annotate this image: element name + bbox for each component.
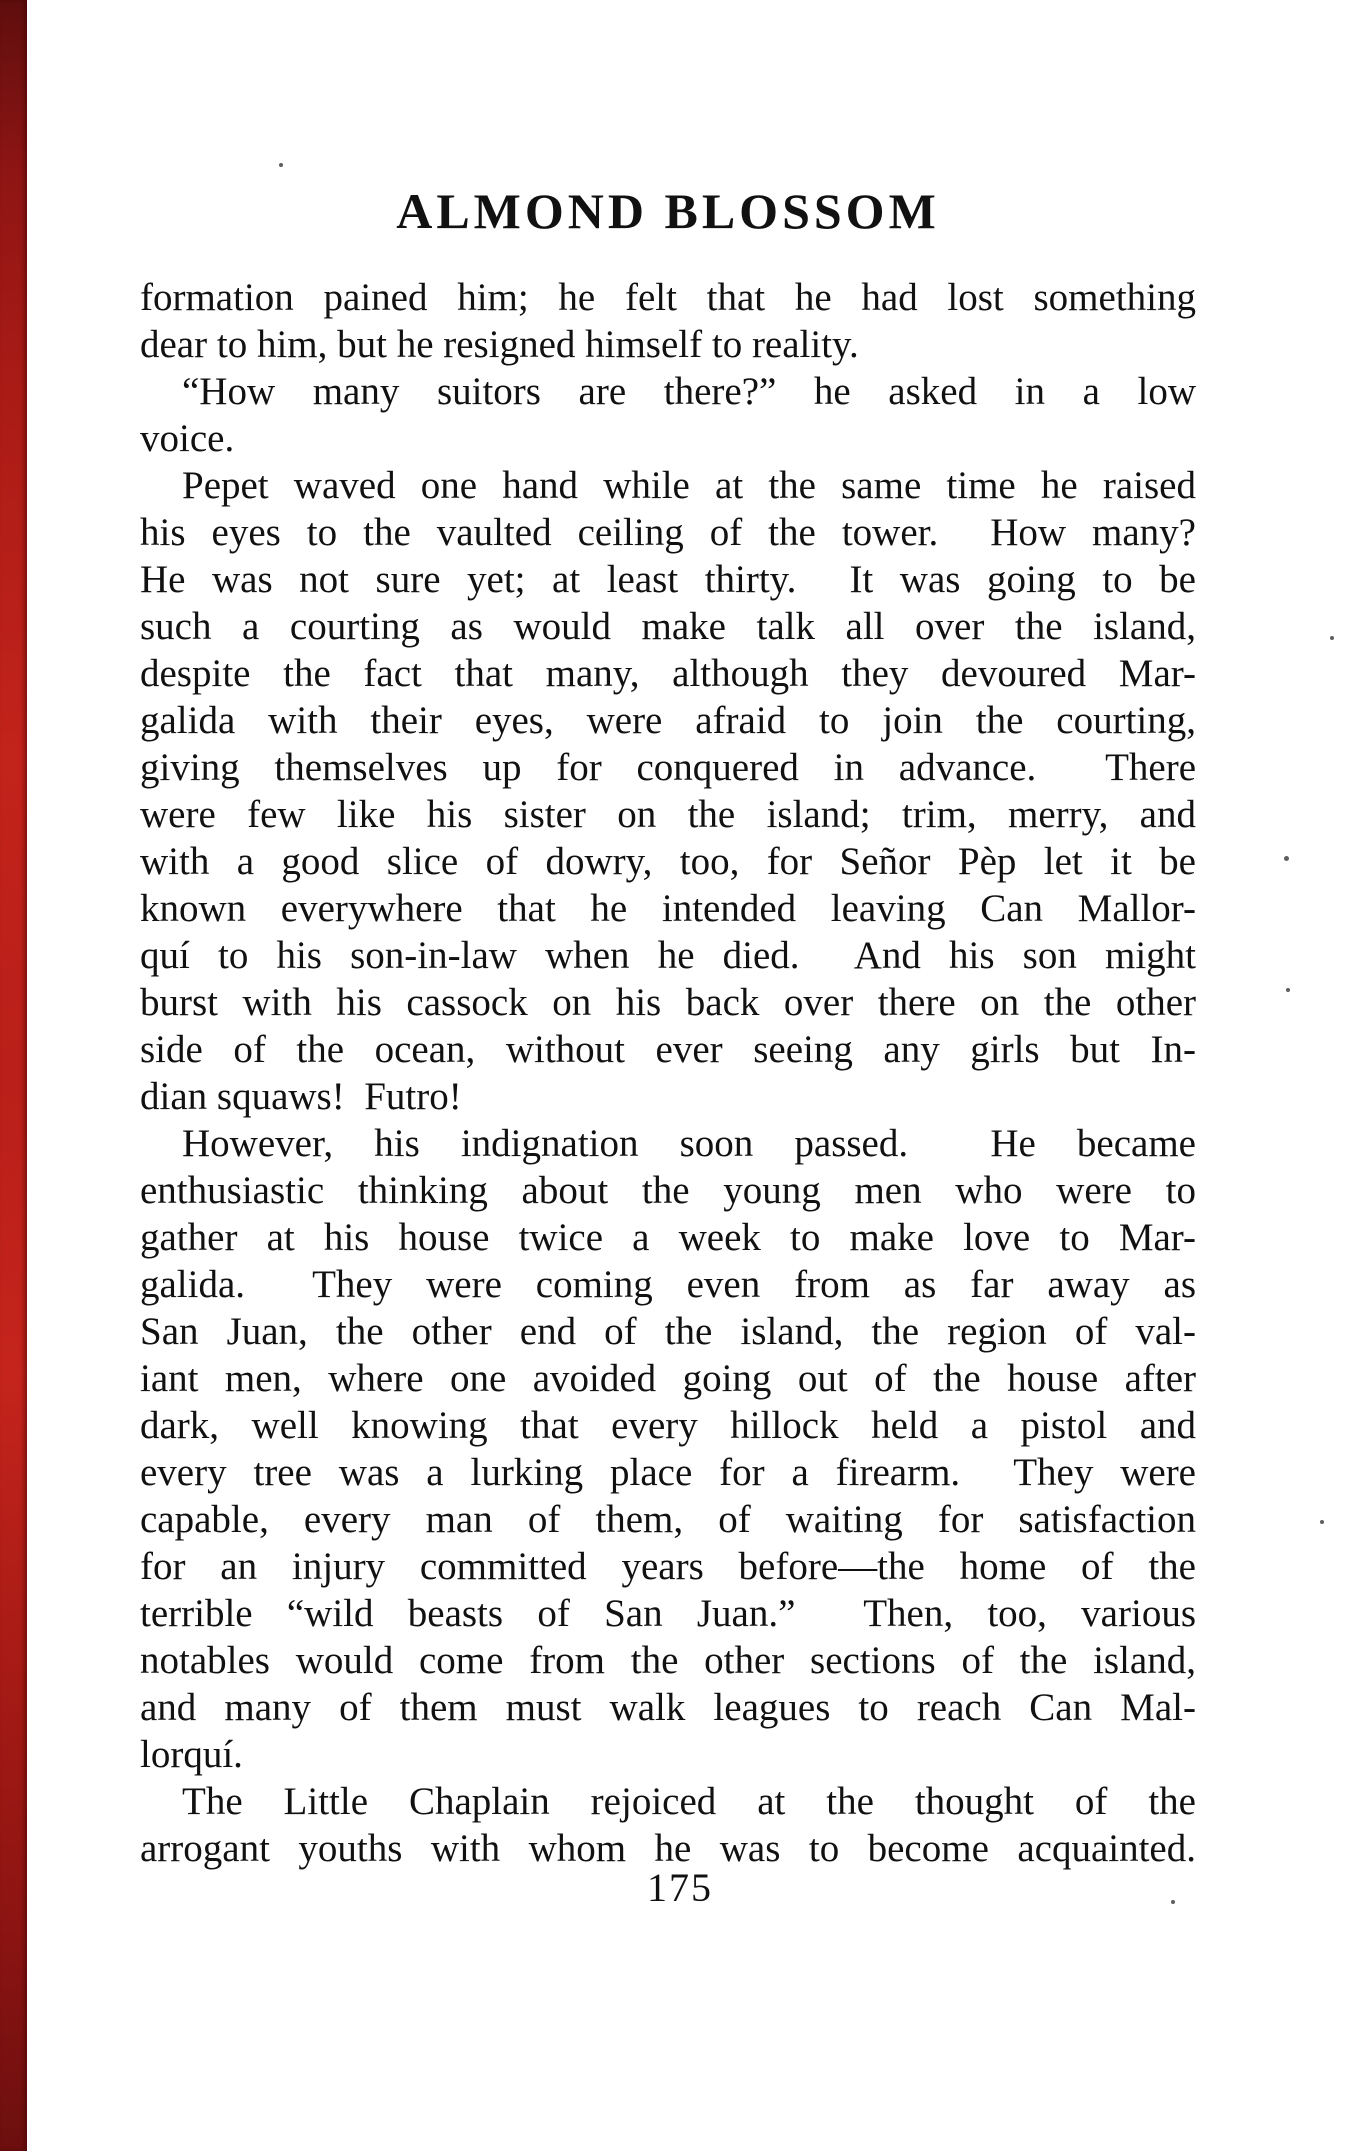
text-line: San Juan, the other end of the island, the region of val- [140,1310,1196,1353]
text-line: known everywhere that he intended leaving Can Mallor- [140,887,1196,930]
text-line: formation pained him; he felt that he had lost something [140,276,1196,319]
scan-speck [1330,636,1334,640]
scan-speck [1284,856,1289,861]
text-line: lorquí. [140,1733,243,1776]
text-line: He was not sure yet; at least thirty. It was going to be [140,558,1196,601]
text-line: dark, well knowing that every hillock held a pistol and [140,1404,1196,1447]
text-line: burst with his cassock on his back over there on the other [140,981,1196,1024]
scan-speck [1171,1900,1175,1904]
text-line: However, his indignation soon passed. He became [182,1122,1196,1165]
text-line: The Little Chaplain rejoiced at the thought of the [182,1780,1196,1823]
text-line: enthusiastic thinking about the young men who were to [140,1169,1196,1212]
text-line: notables would come from the other sections of the island, [140,1639,1196,1682]
scan-speck [1286,988,1290,992]
text-line: and many of them must walk leagues to reach Can Mal- [140,1686,1196,1729]
text-line: his eyes to the vaulted ceiling of the tower. How many? [140,511,1196,554]
text-line: galida with their eyes, were afraid to join the courting, [140,699,1196,742]
text-line: “How many suitors are there?” he asked in a low [182,370,1196,413]
text-line: every tree was a lurking place for a firearm. They were [140,1451,1196,1494]
text-line: galida. They were coming even from as far away as [140,1263,1196,1306]
text-line: giving themselves up for conquered in advance. There [140,746,1196,789]
text-line: arrogant youths with whom he was to become acquainted. [140,1827,1196,1870]
text-line: iant men, where one avoided going out of the house after [140,1357,1196,1400]
book-edge-strip [0,0,27,2151]
text-line: Pepet waved one hand while at the same time he raised [182,464,1196,507]
scan-speck [1320,1520,1324,1524]
text-line: dear to him, but he resigned himself to reality. [140,323,859,366]
page-title: ALMOND BLOSSOM [396,183,940,239]
scan-speck [279,163,283,167]
text-line: for an injury committed years before—the home of the [140,1545,1196,1588]
text-line: were few like his sister on the island; trim, merry, and [140,793,1196,836]
text-line: terrible “wild beasts of San Juan.” Then, too, various [140,1592,1196,1635]
body-text [140,274,1196,1872]
text-line: despite the fact that many, although they devoured Mar- [140,652,1196,695]
text-line: dian squaws! Futro! [140,1075,462,1118]
text-line: such a courting as would make talk all over the island, [140,605,1196,648]
page-number: 175 [647,1865,713,1910]
text-line: capable, every man of them, of waiting for satisfaction [140,1498,1196,1541]
text-line: quí to his son-in-law when he died. And his son might [140,934,1196,977]
text-line: voice. [140,417,235,460]
text-line: with a good slice of dowry, too, for Señor Pèp let it be [140,840,1196,883]
text-line: side of the ocean, without ever seeing any girls but In- [140,1028,1196,1071]
text-line: gather at his house twice a week to make love to Mar- [140,1216,1196,1259]
